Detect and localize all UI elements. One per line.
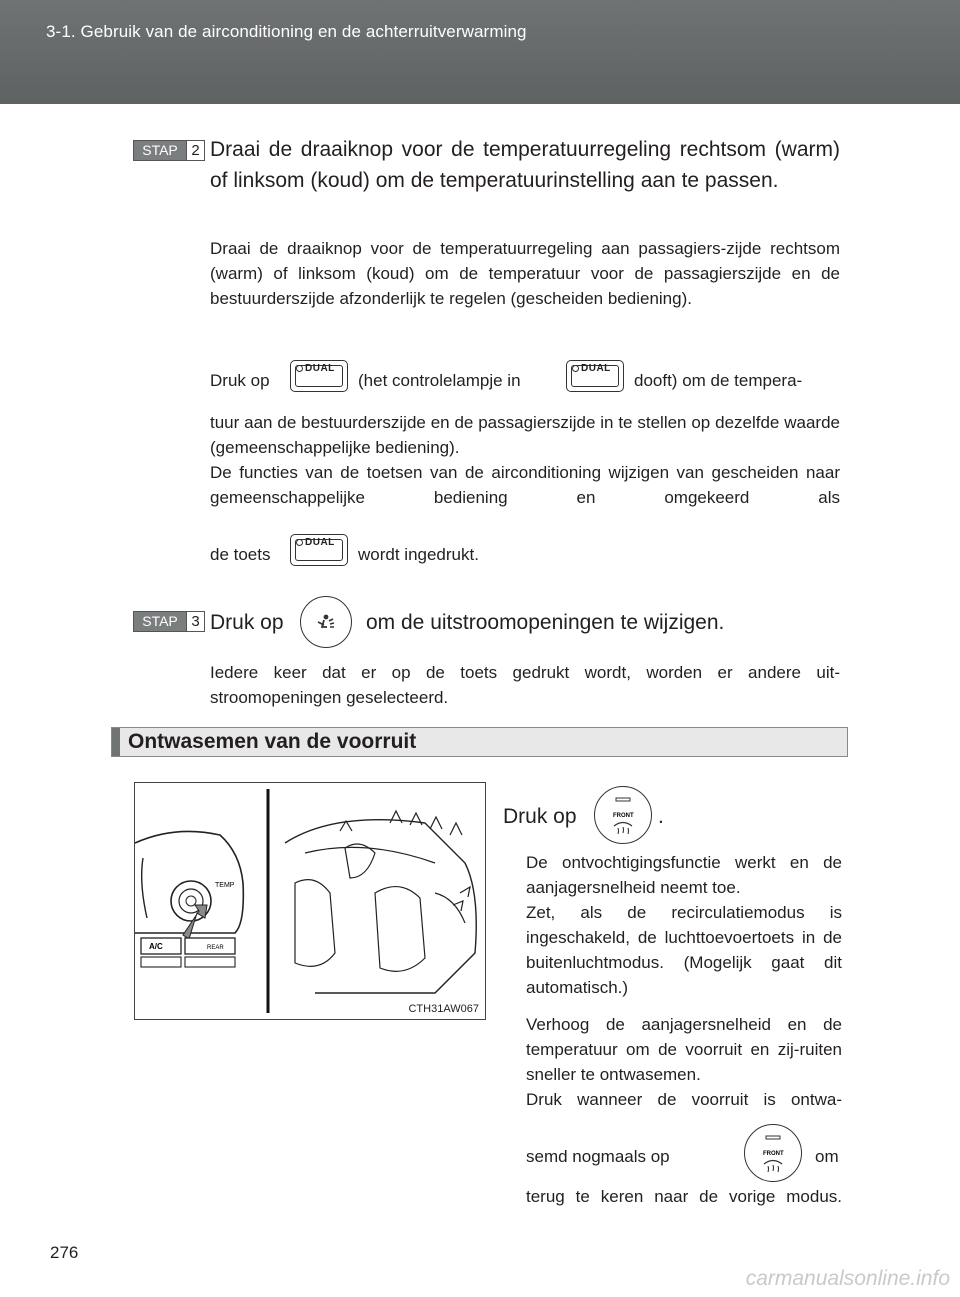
illustration-code: CTH31AW067	[408, 1003, 479, 1015]
step-number: 2	[186, 140, 205, 161]
indicator-lamp	[296, 539, 303, 546]
dashboard-line-drawing	[135, 783, 485, 1019]
step-2-wordt: wordt ingedrukt.	[358, 545, 479, 564]
step-3-druk-op: Druk op	[210, 611, 284, 634]
temp-label: TEMP	[215, 882, 235, 889]
step-tag: STAP	[133, 140, 187, 161]
front-label: FRONT	[612, 812, 634, 819]
airflow-mode-button-icon	[300, 596, 352, 648]
defog-paragraph-3: Verhoog de aanjagersnelheid en de temperatuur om de voorruit en zij-ruiten sneller te ontwasemen.	[526, 1015, 842, 1084]
step-tag: STAP	[133, 611, 187, 632]
defog-paragraph-1: De ontvochtigingsfunctie werkt en de aanjagersnelheid neemt toe.	[526, 853, 842, 897]
defog-om: om	[815, 1147, 839, 1166]
page-number: 276	[50, 1243, 79, 1262]
step-3-paragraph: Iedere keer dat er op de toets gedrukt wordt, worden er andere uit-stroomopeningen geselecteerd.	[210, 663, 840, 707]
watermark: carmanualsonline.info	[745, 1267, 950, 1290]
step-2-druk-op: Druk op	[210, 371, 270, 390]
dashboard-illustration	[134, 782, 486, 1020]
front-defroster-button-icon	[744, 1124, 802, 1182]
step-2-badge	[133, 140, 203, 161]
page-header	[0, 0, 960, 104]
step-3-badge	[133, 611, 203, 632]
step-number: 3	[186, 611, 205, 632]
section-accent-bar	[112, 728, 120, 756]
ac-label: A/C	[149, 942, 163, 951]
dual-label: DUAL	[581, 363, 611, 374]
step-2-de-toets: de toets	[210, 545, 271, 564]
step-3-rest: om de uitstroomopeningen te wijzigen.	[366, 611, 725, 634]
front-defroster-icon	[594, 786, 652, 844]
section-title: Ontwasemen van de voorruit	[128, 730, 417, 753]
defog-dot: .	[658, 805, 664, 828]
defog-paragraph-2: Zet, als de recirculatiemodus is ingeschakeld, de luchttoevoertoets in de buitenluchtmodus. (Mogelijk gaat dit automatisch.)	[526, 903, 842, 997]
front-defroster-icon	[744, 1124, 802, 1182]
step-2-mid-text: (het controlelampje in	[358, 371, 521, 390]
step-2-paragraph-1: Draai de draaiknop voor de temperatuurregeling aan passagiers-zijde rechtsom (warm) of linksom (koud) om de temperatuur voor de passagierszijde en de bestuurderszijde afzonderlijk te regelen (gescheiden bediening).	[210, 239, 840, 308]
step-2-paragraph-2: tuur aan de bestuurderszijde en de passagierszijde in te stellen op dezelfde waarde (gemeenschappelijke bediening).	[210, 413, 840, 457]
section-header	[111, 727, 848, 757]
front-defroster-button-icon	[594, 786, 652, 844]
front-label: FRONT	[762, 1150, 784, 1157]
step-2-end-text: dooft) om de tempera-	[634, 371, 803, 390]
defog-druk-op: Druk op	[503, 805, 577, 828]
step-2-heading: Draai de draaiknop voor de temperatuurregeling rechtsom (warm) of linksom (koud) om de temperatuurinstelling aan te passen.	[210, 138, 840, 192]
dual-button-icon	[290, 534, 348, 566]
airflow-mode-icon	[300, 596, 352, 648]
dual-button-icon	[566, 360, 624, 392]
indicator-lamp	[572, 365, 579, 372]
chapter-title: 3-1. Gebruik van de airconditioning en de achterruitverwarming	[46, 22, 527, 41]
defog-paragraph-5: terug te keren naar de vorige modus.	[526, 1187, 842, 1206]
rear-label: REAR	[207, 945, 224, 951]
dual-button-icon	[290, 360, 348, 392]
dual-label: DUAL	[305, 363, 335, 374]
defog-paragraph-4: Druk wanneer de voorruit is ontwa-	[526, 1090, 842, 1109]
step-2-paragraph-3: De functies van de toetsen van de airconditioning wijzigen van gescheiden naar gemeenschappelijke bediening en omgekeerd als	[210, 463, 840, 507]
dual-label: DUAL	[305, 537, 335, 548]
defog-semd: semd nogmaals op	[526, 1147, 670, 1166]
indicator-lamp	[296, 365, 303, 372]
